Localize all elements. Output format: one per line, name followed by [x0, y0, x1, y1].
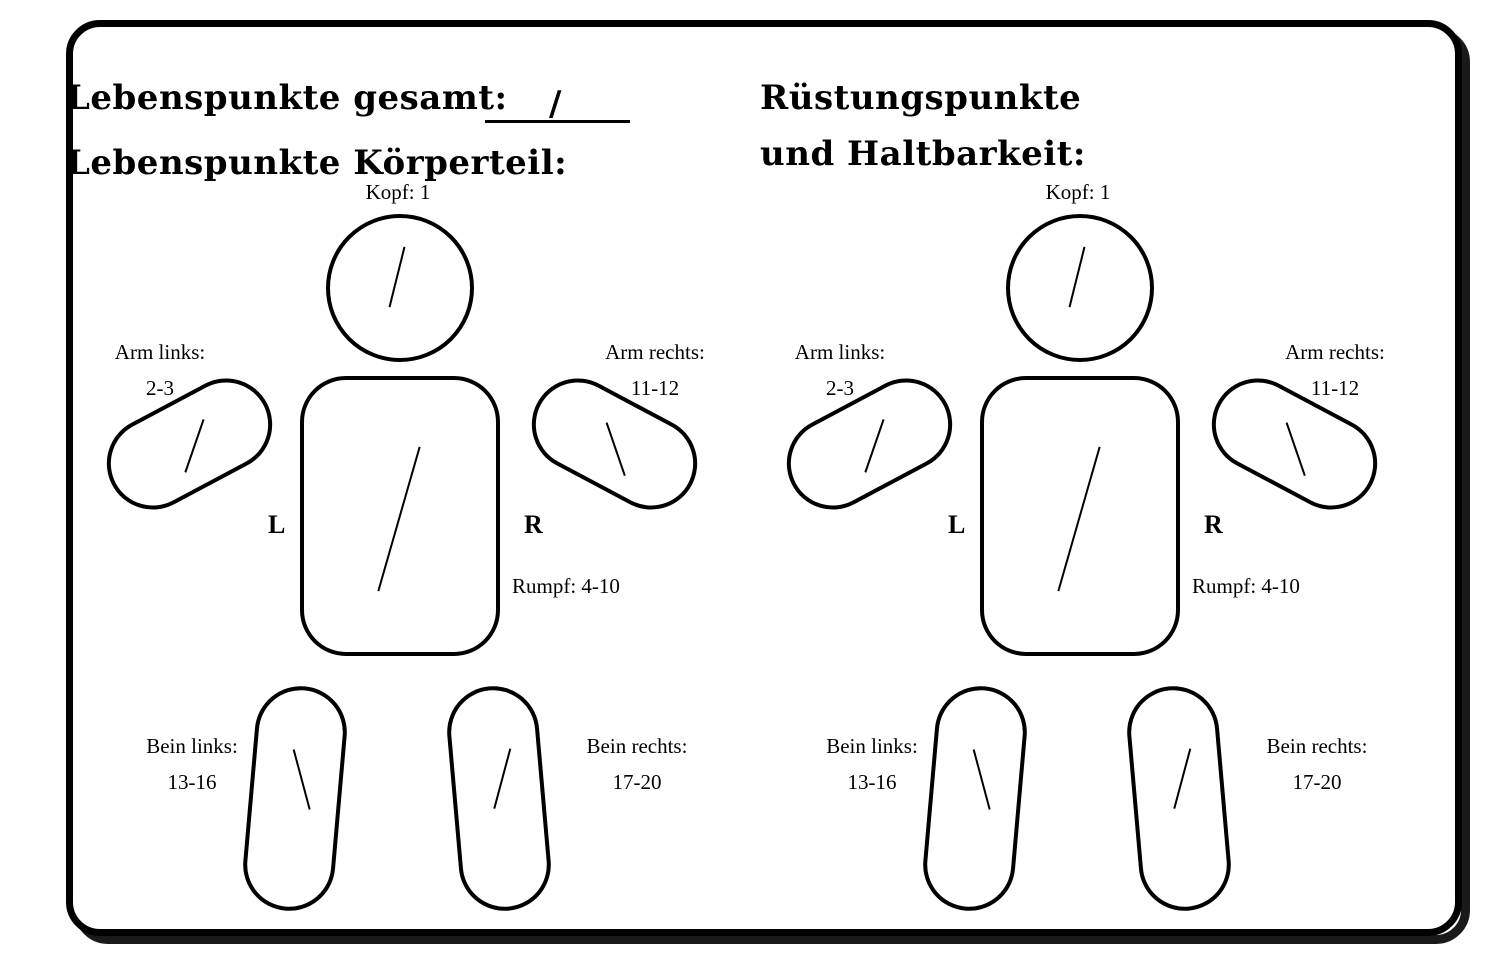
- hit-points-total-value[interactable]: /: [549, 84, 562, 124]
- hit-points-total-label: Lebenspunkte gesamt:: [66, 78, 508, 118]
- hit-points-bodypart-label: Lebenspunkte Körperteil:: [66, 143, 568, 183]
- arm-right-range: 11-12: [630, 376, 680, 400]
- arm-left-label: Arm links:: [114, 340, 206, 364]
- leg-left-range: 13-16: [847, 770, 897, 794]
- leg-left-slash-mark: [293, 749, 311, 809]
- leg-right-label: Bein rechts:: [586, 734, 688, 758]
- leg-left-shape[interactable]: [239, 682, 350, 914]
- torso-slash-mark: [1057, 447, 1100, 592]
- armor-points-label-line1: Rüstungspunkte: [760, 78, 1082, 118]
- hit-points-figure: [72, 176, 732, 916]
- leg-right-shape[interactable]: [1123, 682, 1234, 914]
- arm-left-range: 2-3: [826, 376, 854, 400]
- torso-shape[interactable]: [300, 376, 500, 656]
- head-label: Kopf: 1: [1045, 180, 1111, 204]
- side-right-letter: R: [1204, 510, 1223, 539]
- leg-right-range: 17-20: [1292, 770, 1342, 794]
- head-slash-mark: [389, 247, 406, 308]
- side-right-letter: R: [524, 510, 543, 539]
- torso-slash-mark: [377, 447, 420, 592]
- leg-right-range: 17-20: [612, 770, 662, 794]
- leg-right-label: Bein rechts:: [1266, 734, 1368, 758]
- arm-left-slash-mark: [184, 419, 204, 473]
- side-left-letter: L: [948, 510, 966, 539]
- torso-label: Rumpf: 4-10: [1192, 574, 1300, 598]
- torso-label: Rumpf: 4-10: [512, 574, 620, 598]
- armor-points-figure: [752, 176, 1412, 916]
- head-label: Kopf: 1: [365, 180, 431, 204]
- arm-left-slash-mark: [864, 419, 884, 473]
- side-left-letter: L: [268, 510, 286, 539]
- leg-right-shape[interactable]: [443, 682, 554, 914]
- arm-left-label: Arm links:: [794, 340, 886, 364]
- leg-left-label: Bein links:: [826, 734, 918, 758]
- arm-right-range: 11-12: [1310, 376, 1360, 400]
- arm-right-slash-mark: [1286, 422, 1306, 476]
- arm-right-label: Arm rechts:: [1285, 340, 1385, 364]
- arm-right-slash-mark: [606, 422, 626, 476]
- leg-left-label: Bein links:: [146, 734, 238, 758]
- leg-left-shape[interactable]: [919, 682, 1030, 914]
- head-slash-mark: [1069, 247, 1086, 308]
- head-shape[interactable]: [326, 214, 474, 362]
- armor-points-label-line2: und Haltbarkeit:: [760, 134, 1086, 174]
- head-shape[interactable]: [1006, 214, 1154, 362]
- leg-right-slash-mark: [493, 748, 511, 808]
- torso-shape[interactable]: [980, 376, 1180, 656]
- leg-left-range: 13-16: [167, 770, 217, 794]
- arm-right-label: Arm rechts:: [605, 340, 705, 364]
- leg-right-slash-mark: [1173, 748, 1191, 808]
- leg-left-slash-mark: [973, 749, 991, 809]
- arm-left-range: 2-3: [146, 376, 174, 400]
